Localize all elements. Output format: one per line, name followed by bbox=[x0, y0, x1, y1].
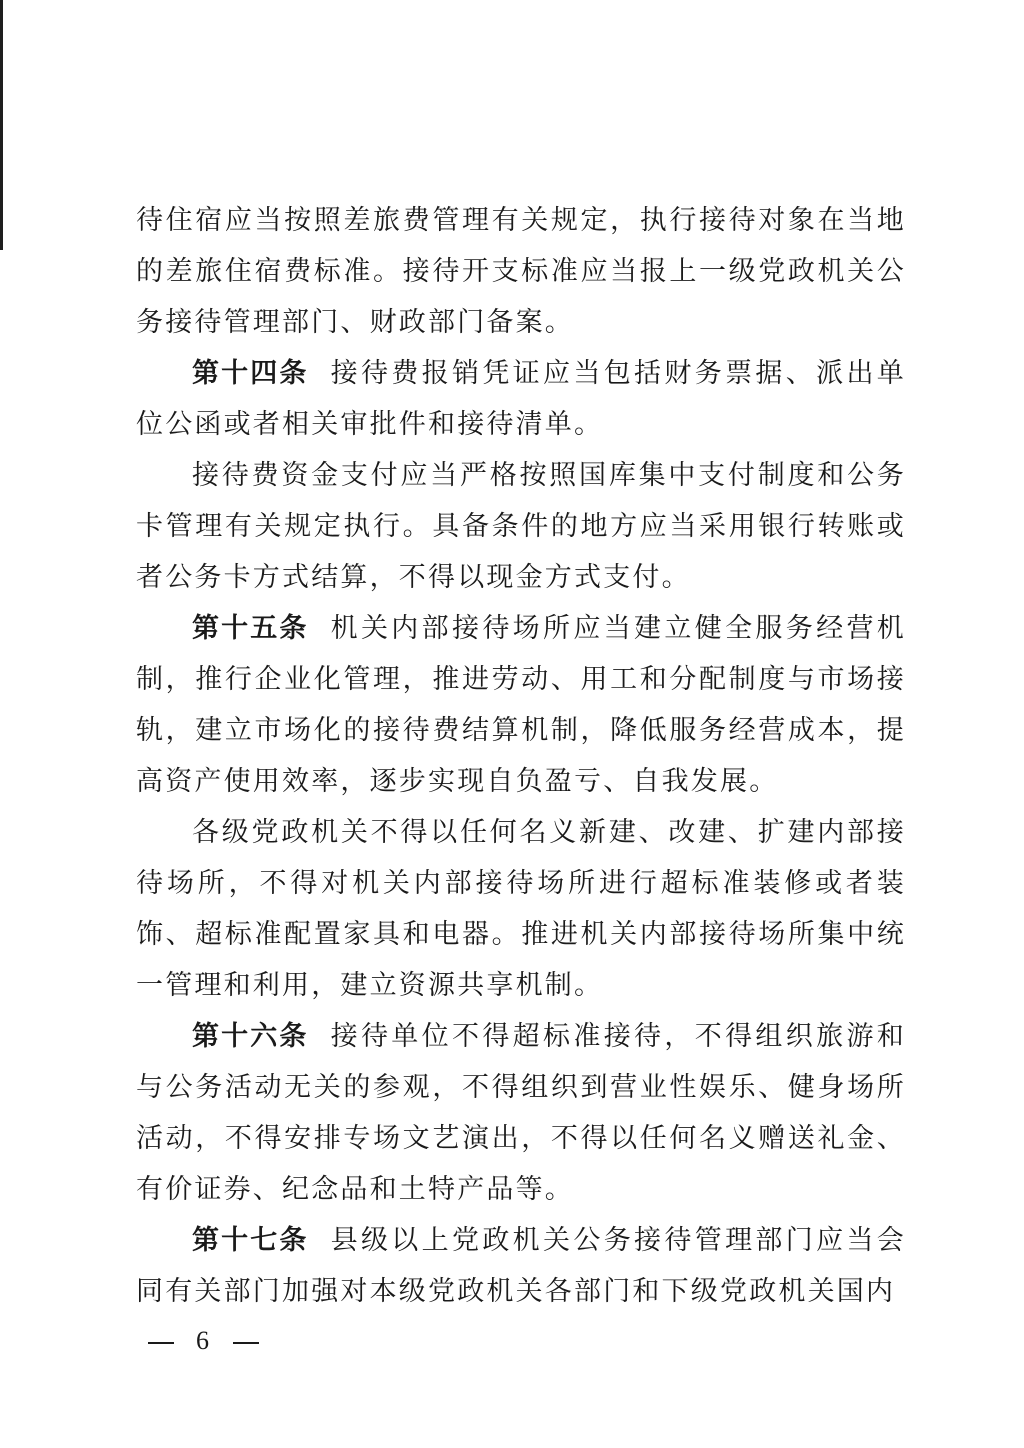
paragraph-article-14-payment bbox=[136, 450, 906, 603]
paragraph-text: 接待费资金支付应当严格按照国库集中支付制度和公务卡管理有关规定执行。具备条件的地方应当采用银行转账或者公务卡方式结算，不得以现金方式支付。 bbox=[136, 460, 906, 593]
paragraph-article-15 bbox=[136, 603, 906, 807]
paragraph-text: 待住宿应当按照差旅费管理有关规定，执行接待对象在当地的差旅住宿费标准。接待开支标准应当报上一级党政机关公务接待管理部门、财政部门备案。 bbox=[136, 205, 906, 338]
article-number: 第十五条 bbox=[192, 613, 309, 644]
paragraph-text: 接待单位不得超标准接待，不得组织旅游和与公务活动无关的参观，不得组织到营业性娱乐、健身场所活动，不得安排专场文艺演出，不得以任何名义赠送礼金、有价证券、纪念品和土特产品等。 bbox=[136, 1021, 907, 1205]
dash-right bbox=[233, 1342, 259, 1344]
article-number: 第十六条 bbox=[192, 1021, 309, 1052]
paragraph-article-14 bbox=[136, 348, 906, 450]
scan-edge-line bbox=[0, 0, 3, 250]
article-number: 第十四条 bbox=[192, 358, 309, 389]
paragraph-text: 机关内部接待场所应当建立健全服务经营机制，推行企业化管理，推进劳动、用工和分配制度与市场接轨，建立市场化的接待费结算机制，降低服务经营成本，提高资产使用效率，逐步实现自负盈亏、自我发展。 bbox=[136, 613, 907, 797]
paragraph-text: 县级以上党政机关公务接待管理部门应当会同有关部门加强对本级党政机关各部门和下级党政机关国内 bbox=[136, 1225, 907, 1307]
page-number: 6 bbox=[196, 1326, 211, 1355]
paragraph-article-15-facilities bbox=[136, 807, 906, 1011]
paragraph-article-16 bbox=[136, 1011, 906, 1215]
document-body bbox=[136, 195, 906, 1317]
page-footer bbox=[148, 1326, 259, 1356]
article-number: 第十七条 bbox=[192, 1225, 309, 1256]
dash-left bbox=[148, 1342, 174, 1344]
paragraph-continuation bbox=[136, 195, 906, 348]
paragraph-article-17 bbox=[136, 1215, 906, 1317]
paragraph-text: 各级党政机关不得以任何名义新建、改建、扩建内部接待场所，不得对机关内部接待场所进行超标准装修或者装饰、超标准配置家具和电器。推进机关内部接待场所集中统一管理和利用，建立资源共享机制。 bbox=[136, 817, 906, 1001]
paragraph-text: 接待费报销凭证应当包括财务票据、派出单位公函或者相关审批件和接待清单。 bbox=[136, 358, 907, 440]
